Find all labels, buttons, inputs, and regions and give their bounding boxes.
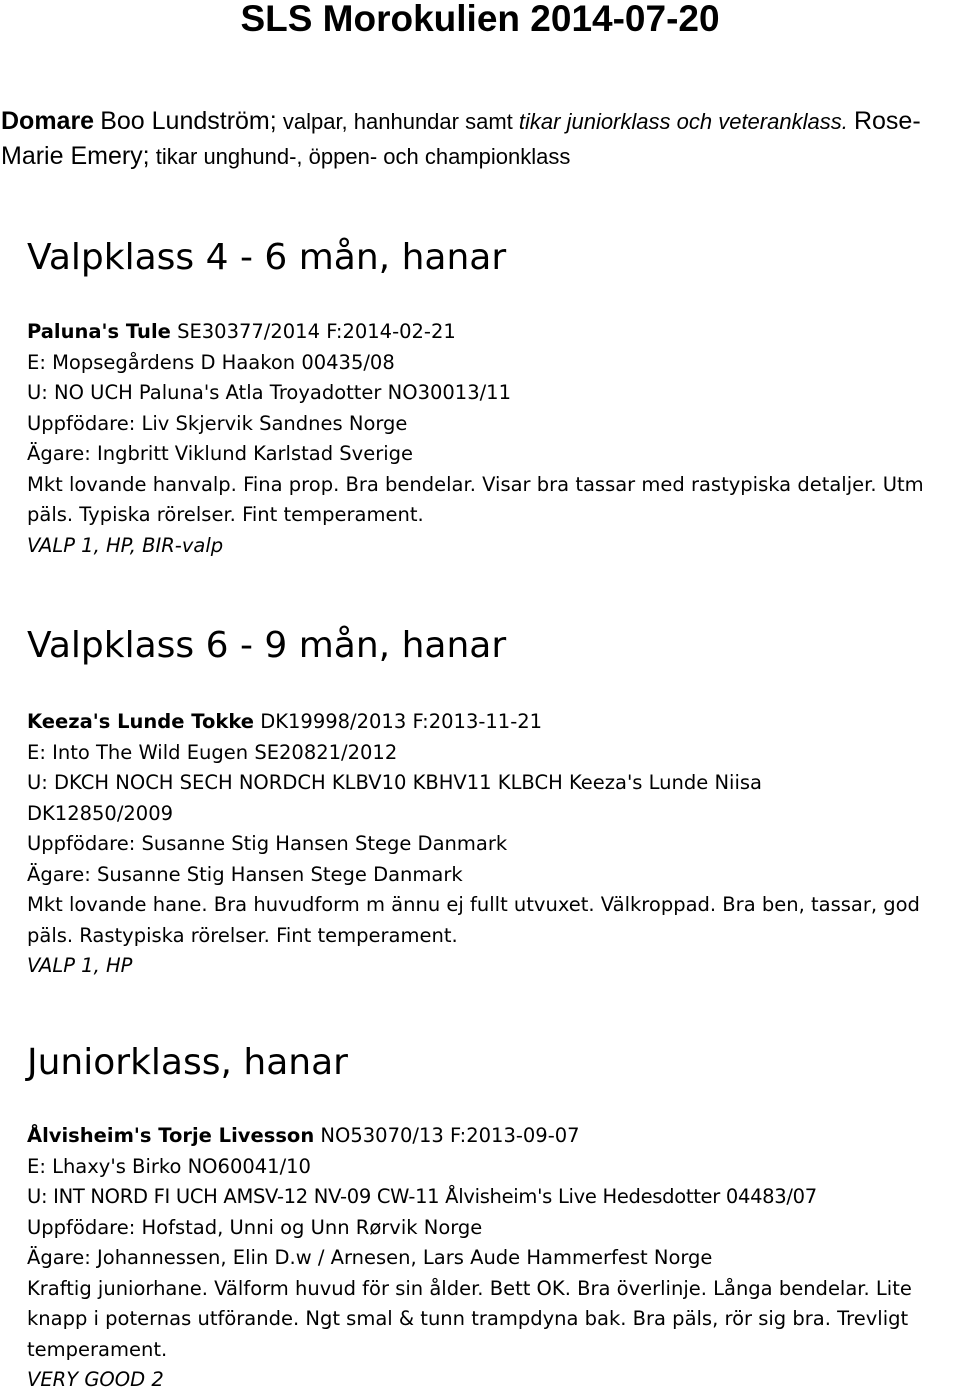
dog-name: Paluna's Tule: [27, 320, 171, 343]
dog-name: Keeza's Lunde Tokke: [27, 710, 255, 733]
page-title: SLS Morokulien 2014-07-20: [240, 0, 720, 39]
sire: E: Into The Wild Eugen SE20821/2012: [27, 740, 398, 764]
judge1-name: Boo Lundström;: [100, 107, 277, 135]
owner: Ägare: Johannessen, Elin D.w / Arnesen, Lars Aude Hammerfest Norge: [27, 1246, 713, 1269]
registration: SE30377/2014 F:2014-02-21: [177, 320, 456, 343]
judge1-assignment: valpar, hanhundar samt: [282, 109, 513, 134]
dog-name-line: [27, 1121, 947, 1152]
judges-paragraph: [1, 104, 941, 174]
class-section-valp-6-9: [27, 624, 947, 982]
dog-entry: [27, 317, 947, 561]
dam: U: NO UCH Paluna's Atla Troyadotter NO30013/11: [27, 381, 511, 404]
dog-name-line: [27, 707, 947, 738]
dam: U: DKCH NOCH SECH NORDCH KLBV10 KBHV11 KLBCH Keeza's Lunde Niisa DK12850/2009: [27, 771, 763, 825]
judges-label: Domare: [1, 107, 95, 135]
sire: E: Lhaxy's Birko NO60041/10: [27, 1154, 311, 1178]
judge1-assignment-italic: tikar juniorklass och veteranklass.: [518, 109, 848, 134]
class-heading: Valpklass 4 - 6 mån, hanar: [27, 237, 507, 278]
judge2-name: Rose-Marie Emery;: [1, 107, 921, 170]
owner: Ägare: Susanne Stig Hansen Stege Danmark: [27, 862, 463, 886]
critique: Mkt lovande hanvalp. Fina prop. Bra bendelar. Visar bra tassar med rastypiska detaljer. Utm päls. Typiska rörelser. Fint temperament.: [27, 472, 924, 526]
result: VALP 1, HP, BIR-valp: [27, 533, 224, 557]
class-heading: Juniorklass, hanar: [27, 1042, 348, 1083]
critique: Kraftig juniorhane. Välform huvud för sin ålder. Bett OK. Bra överlinje. Långa bendelar. Lite knapp i poternas utförande. Ngt smal & tunn trampdyna bak. Bra päls, rör sig bra. Trevligt temperament.: [27, 1276, 912, 1361]
registration: DK19998/2013 F:2013-11-21: [260, 710, 543, 733]
dog-name: Ålvisheim's Torje Livesson: [27, 1124, 315, 1147]
class-section-junior: [27, 1041, 947, 1396]
dam: U: INT NORD FI UCH AMSV-12 NV-09 CW-11 Ålvisheim's Live Hedesdotter 04483/07: [27, 1185, 817, 1208]
result: VALP 1, HP: [27, 954, 133, 977]
dog-entry: [27, 707, 947, 982]
breeder: Uppfödare: Liv Skjervik Sandnes Norge: [27, 411, 408, 435]
owner: Ägare: Ingbritt Viklund Karlstad Sverige: [27, 442, 414, 465]
sire: E: Mopsegårdens D Haakon 00435/08: [27, 350, 395, 374]
registration: NO53070/13 F:2013-09-07: [320, 1124, 580, 1147]
critique: Mkt lovande hane. Bra huvudform m ännu ej fullt utvuxet. Välkroppad. Bra ben, tassar, god päls. Rastypiska rörelser. Fint temperament.: [27, 893, 920, 947]
judge2-assignment: tikar unghund-, öppen- och championklass: [155, 144, 571, 169]
class-section-valp-4-6: [27, 236, 947, 561]
breeder: Uppfödare: Susanne Stig Hansen Stege Danmark: [27, 832, 508, 855]
class-heading: Valpklass 6 - 9 mån, hanar: [27, 625, 507, 666]
result: VERY GOOD 2: [27, 1368, 164, 1391]
dog-entry: [27, 1121, 947, 1396]
dog-name-line: [27, 317, 947, 348]
breeder: Uppfödare: Hofstad, Unni og Unn Rørvik Norge: [27, 1215, 483, 1239]
